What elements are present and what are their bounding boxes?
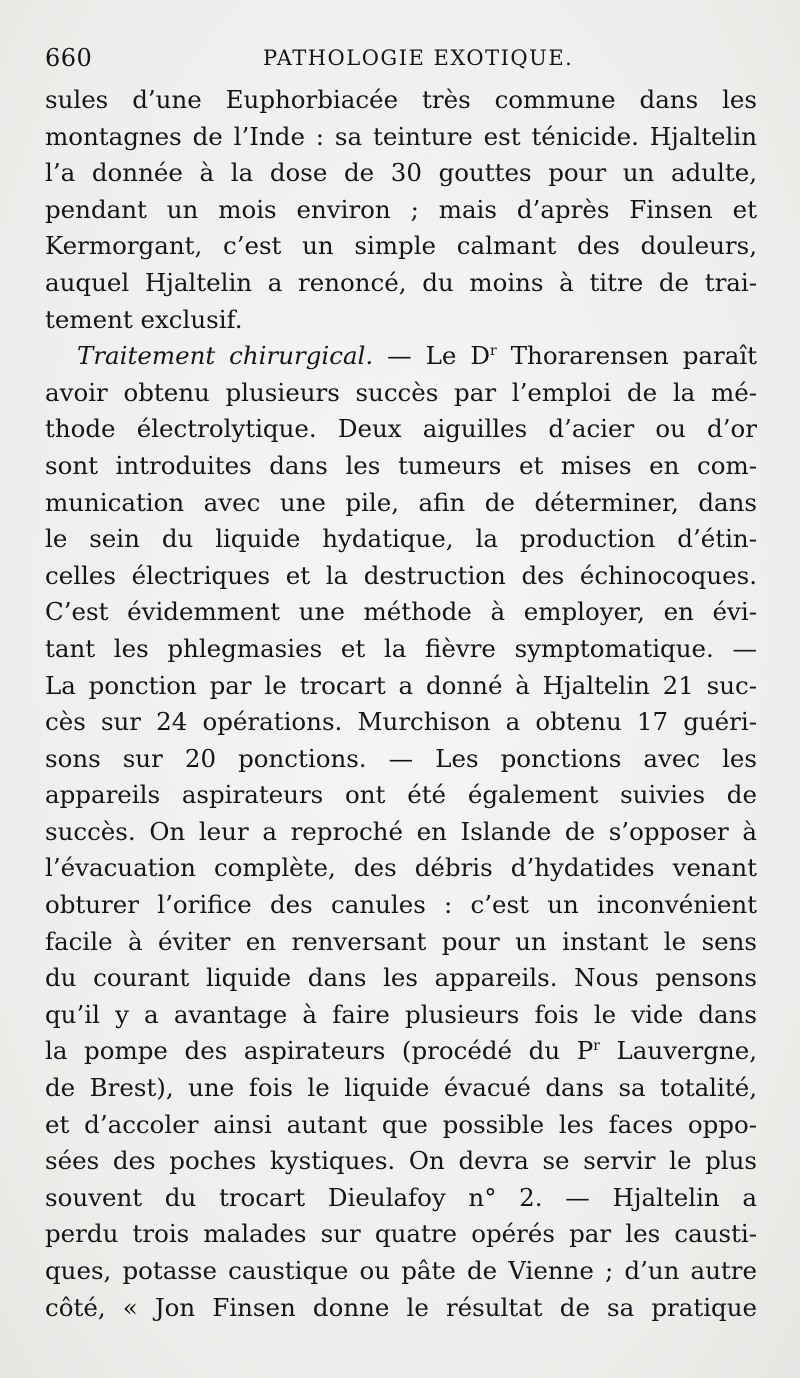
text-line: obturer l’orifice des canules : c’est un inconvénient — [45, 890, 757, 920]
text-line: thode électrolytique. Deux aiguilles d’acier ou d’or — [45, 414, 757, 444]
text-line: le sein du liquide hydatique, la production d’étin- — [45, 524, 757, 554]
text-line: munication avec une pile, afin de déterminer, dans — [45, 487, 757, 517]
text-line: Kermorgant, c’est un simple calmant des douleurs, — [45, 231, 757, 261]
superscript: r — [490, 343, 497, 360]
text-line: de Brest), une fois le liquide évacué dans sa totalité, — [45, 1073, 757, 1103]
text-line: montagnes de l’Inde : sa teinture est ténicide. Hjaltelin — [45, 121, 757, 151]
text-line: celles électriques et la destruction des échinocoques. — [45, 560, 757, 590]
text-line: tement exclusif. — [45, 304, 243, 334]
text-line: appareils aspirateurs ont été également suivies de — [45, 780, 757, 810]
superscript: r — [593, 1038, 600, 1055]
text-line: du courant liquide dans les appareils. Nous pensons — [45, 963, 757, 993]
text-line: C’est évidemment une méthode à employer, en évi- — [45, 597, 757, 627]
body-text — [45, 82, 757, 1326]
text-line: côté, « Jon Finsen donne le résultat de sa pratique — [45, 1292, 757, 1322]
page-number: 660 — [45, 44, 93, 72]
text-line: facile à éviter en renversant pour un instant le sens — [45, 926, 757, 956]
section-heading-line: Traitement chirurgical. — Le $D^r$ Thorarensen paraît — [77, 341, 757, 371]
text-line: sules d’une Euphorbiacée très commune dans les — [45, 85, 757, 114]
text-line: pendant un mois environ ; mais d’après Finsen et — [45, 194, 757, 224]
section-heading: Traitement chirurgical. — [77, 341, 374, 371]
text-line: l’a donnée à la dose de 30 gouttes pour un adulte, — [45, 158, 757, 188]
text-line: souvent du trocart Dieulafoy n° 2. — Hjaltelin a — [45, 1182, 757, 1212]
page-header — [45, 40, 755, 80]
text-line: avoir obtenu plusieurs succès par l’emploi de la mé- — [45, 377, 757, 407]
text-line: sons sur 20 ponctions. — Les ponctions avec les — [45, 743, 757, 773]
text-line: sées des poches kystiques. On devra se servir le plus — [45, 1146, 757, 1176]
text-line: succès. On leur a reproché en Islande de s’opposer à — [45, 816, 757, 846]
text-line: ques, potasse caustique ou pâte de Vienne ; d’un autre — [45, 1256, 757, 1285]
text-line: la pompe des aspirateurs (procédé du $P^r$ Lauvergne, — [45, 1036, 757, 1066]
text-line: qu’il y a avantage à faire plusieurs fois le vide dans — [45, 999, 757, 1029]
text-line: La ponction par le trocart a donné à Hjaltelin 21 suc- — [45, 670, 757, 700]
text-line: tant les phlegmasies et la fièvre symptomatique. — — [45, 633, 757, 663]
text-line: sont introduites dans les tumeurs et mises en com- — [45, 450, 757, 480]
text-line: perdu trois malades sur quatre opérés par les causti- — [45, 1219, 757, 1249]
running-title: PATHOLOGIE EXOTIQUE. — [263, 46, 574, 70]
text-line: auquel Hjaltelin a renoncé, du moins à titre de trai- — [45, 267, 757, 297]
text-line: et d’accoler ainsi autant que possible les faces oppo- — [45, 1109, 757, 1139]
text-line: cès sur 24 opérations. Murchison a obtenu 17 guéri- — [45, 707, 757, 737]
text-line: l’évacuation complète, des débris d’hydatides venant — [45, 853, 757, 883]
